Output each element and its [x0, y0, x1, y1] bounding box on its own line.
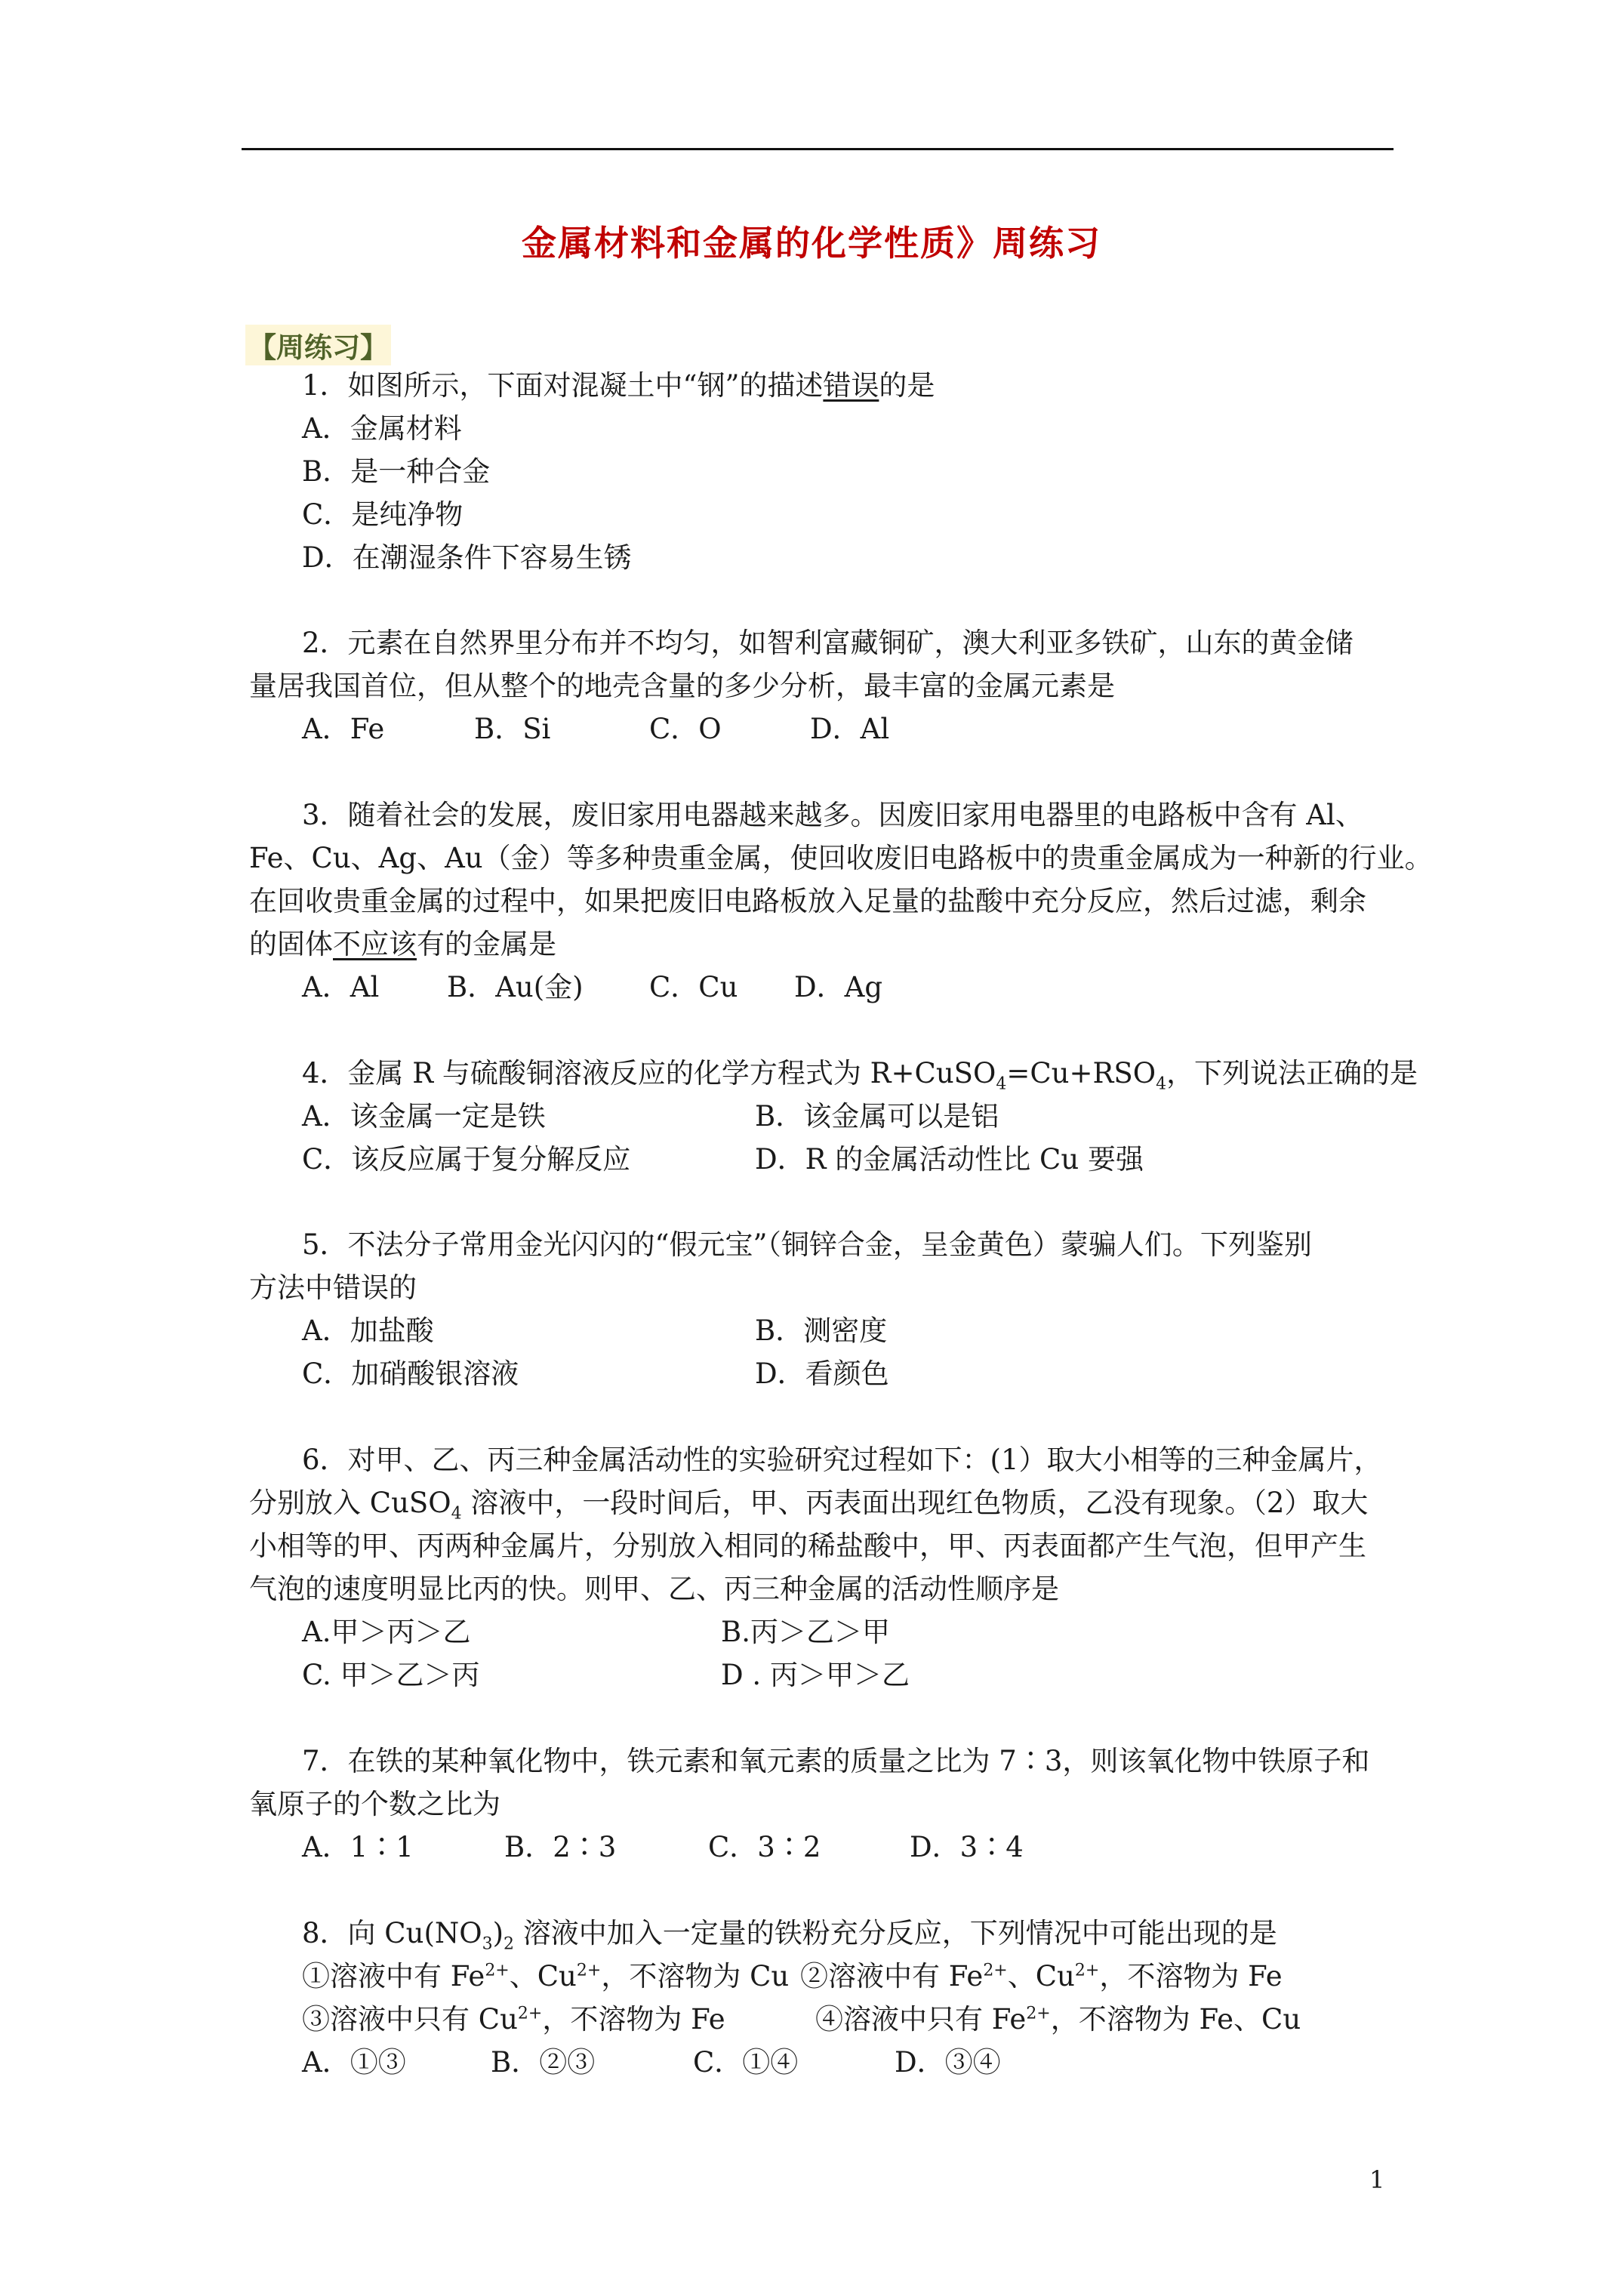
- question-6-line3: 小相等的甲、丙两种金属片，分别放入相同的稀盐酸中，甲、丙表面都产生气泡，但甲产生: [249, 1530, 1366, 1562]
- q8-option-b: B．②③: [491, 2046, 596, 2079]
- question-5-line1: 5．不法分子常用金光闪闪的“假元宝”（铜锌合金，呈金黄色）蒙骗人们。下列鉴别: [302, 1228, 1312, 1261]
- page-title: 金属材料和金属的化学性质》周练习: [522, 223, 1101, 264]
- q8-statement-4: ④溶液中只有 $Fe^{2+}$，不溶物为 Fe、Cu: [815, 2003, 1301, 2036]
- q8-option-d: D．③④: [895, 2046, 1001, 2079]
- q5-option-d: D．看颜色: [755, 1358, 889, 1390]
- q7-option-d: D．3∶4: [910, 1831, 1024, 1863]
- q3-option-c: C．Cu: [649, 971, 738, 1003]
- q1-option-b: B．是一种合金: [302, 455, 491, 488]
- q2-option-c: C．O: [649, 713, 722, 745]
- q4-option-a: A．该金属一定是铁: [302, 1100, 546, 1133]
- q8-statement-3: ③溶液中只有 $Cu^{2+}$，不溶物为 Fe: [302, 2003, 725, 2036]
- q8-option-c: C．①④: [693, 2046, 799, 2079]
- question-7-line1: 7．在铁的某种氧化物中，铁元素和氧元素的质量之比为 7∶3，则该氧化物中铁原子和: [302, 1745, 1370, 1777]
- q6-option-c: C. 甲＞乙＞丙: [302, 1659, 480, 1691]
- question-6-line4: 气泡的速度明显比丙的快。则甲、乙、丙三种金属的活动性顺序是: [249, 1573, 1059, 1605]
- q8-statement-2: ②溶液中有 $Fe^{2+}$、$Cu^{2+}$，不溶物为 Fe: [800, 1960, 1283, 1992]
- question-7-line2: 氧原子的个数之比为: [249, 1788, 500, 1820]
- q3-option-b: B．Au(金): [447, 971, 584, 1003]
- question-6-line1: 6．对甲、乙、丙三种金属活动性的实验研究过程如下：(1）取大小相等的三种金属片，: [302, 1444, 1382, 1476]
- question-4-stem: 4．金属 R 与硫酸铜溶液反应的化学方程式为 $R+CuSO_4=Cu+RSO_4$，下列说法正确的是: [302, 1057, 1418, 1094]
- q4-option-c: C．该反应属于复分解反应: [302, 1143, 631, 1176]
- header-rule: [242, 148, 1394, 150]
- q6-option-b: B.丙＞乙＞甲: [721, 1616, 890, 1648]
- q2-option-d: D．Al: [810, 713, 890, 745]
- q4-option-b: B．该金属可以是铝: [755, 1100, 999, 1133]
- q7-option-c: C．3∶2: [708, 1831, 821, 1863]
- question-8-stem: 8．向 $Cu(NO_3)_2$ 溶液中加入一定量的铁粉充分反应，下列情况中可能出现的是: [302, 1917, 1277, 1954]
- question-2-line2: 量居我国首位，但从整个的地壳含量的多少分析，最丰富的金属元素是: [249, 670, 1115, 702]
- q3-option-a: A．Al: [302, 971, 380, 1003]
- q5-option-c: C．加硝酸银溶液: [302, 1358, 519, 1390]
- question-3-line1: 3．随着社会的发展，废旧家用电器越来越多。因废旧家用电器里的电路板中含有 Al、: [302, 799, 1363, 831]
- question-1-stem: 1．如图所示，下面对混凝土中“钢”的描述错误的是: [302, 369, 935, 402]
- q3-option-d: D．Ag: [794, 971, 883, 1003]
- q1-option-c: C．是纯净物: [302, 498, 463, 531]
- q5-option-b: B．测密度: [755, 1314, 888, 1347]
- question-2-line1: 2．元素在自然界里分布并不均匀，如智利富藏铜矿，澳大利亚多铁矿，山东的黄金储: [302, 627, 1354, 659]
- q6-option-d: D . 丙＞甲＞乙: [721, 1659, 910, 1691]
- q2-option-a: A．Fe: [302, 713, 385, 745]
- q7-option-b: B．2∶3: [504, 1831, 617, 1863]
- question-5-line2: 方法中错误的: [249, 1271, 417, 1304]
- q8-statement-1: ①溶液中有 $Fe^{2+}$、$Cu^{2+}$，不溶物为 Cu: [302, 1960, 790, 1992]
- q8-option-a: A．①③: [302, 2046, 406, 2079]
- q4-option-d: D．R 的金属活动性比 Cu 要强: [755, 1143, 1144, 1176]
- q1-option-d: D．在潮湿条件下容易生锈: [302, 541, 632, 574]
- question-3-line3: 在回收贵重金属的过程中，如果把废旧电路板放入足量的盐酸中充分反应，然后过滤，剩余: [249, 885, 1366, 917]
- question-3-line4: 的固体不应该有的金属是: [249, 928, 556, 960]
- q5-option-a: A．加盐酸: [302, 1314, 434, 1347]
- section-heading: 【周练习】: [245, 325, 391, 365]
- page-number: 1: [1369, 2165, 1385, 2194]
- question-3-line2: Fe、Cu、Ag、Au（金）等多种贵重金属，使回收废旧电路板中的贵重金属成为一种新的行业。: [249, 842, 1433, 874]
- q1-option-a: A．金属材料: [302, 412, 462, 445]
- q6-option-a: A.甲＞丙＞乙: [302, 1616, 471, 1648]
- q2-option-b: B．Si: [474, 713, 551, 745]
- question-6-line2: 分别放入 CuSO$_4$ 溶液中，一段时间后，甲、丙表面出现红色物质，乙没有现象。（2）取大: [249, 1487, 1369, 1524]
- q7-option-a: A．1∶1: [302, 1831, 414, 1863]
